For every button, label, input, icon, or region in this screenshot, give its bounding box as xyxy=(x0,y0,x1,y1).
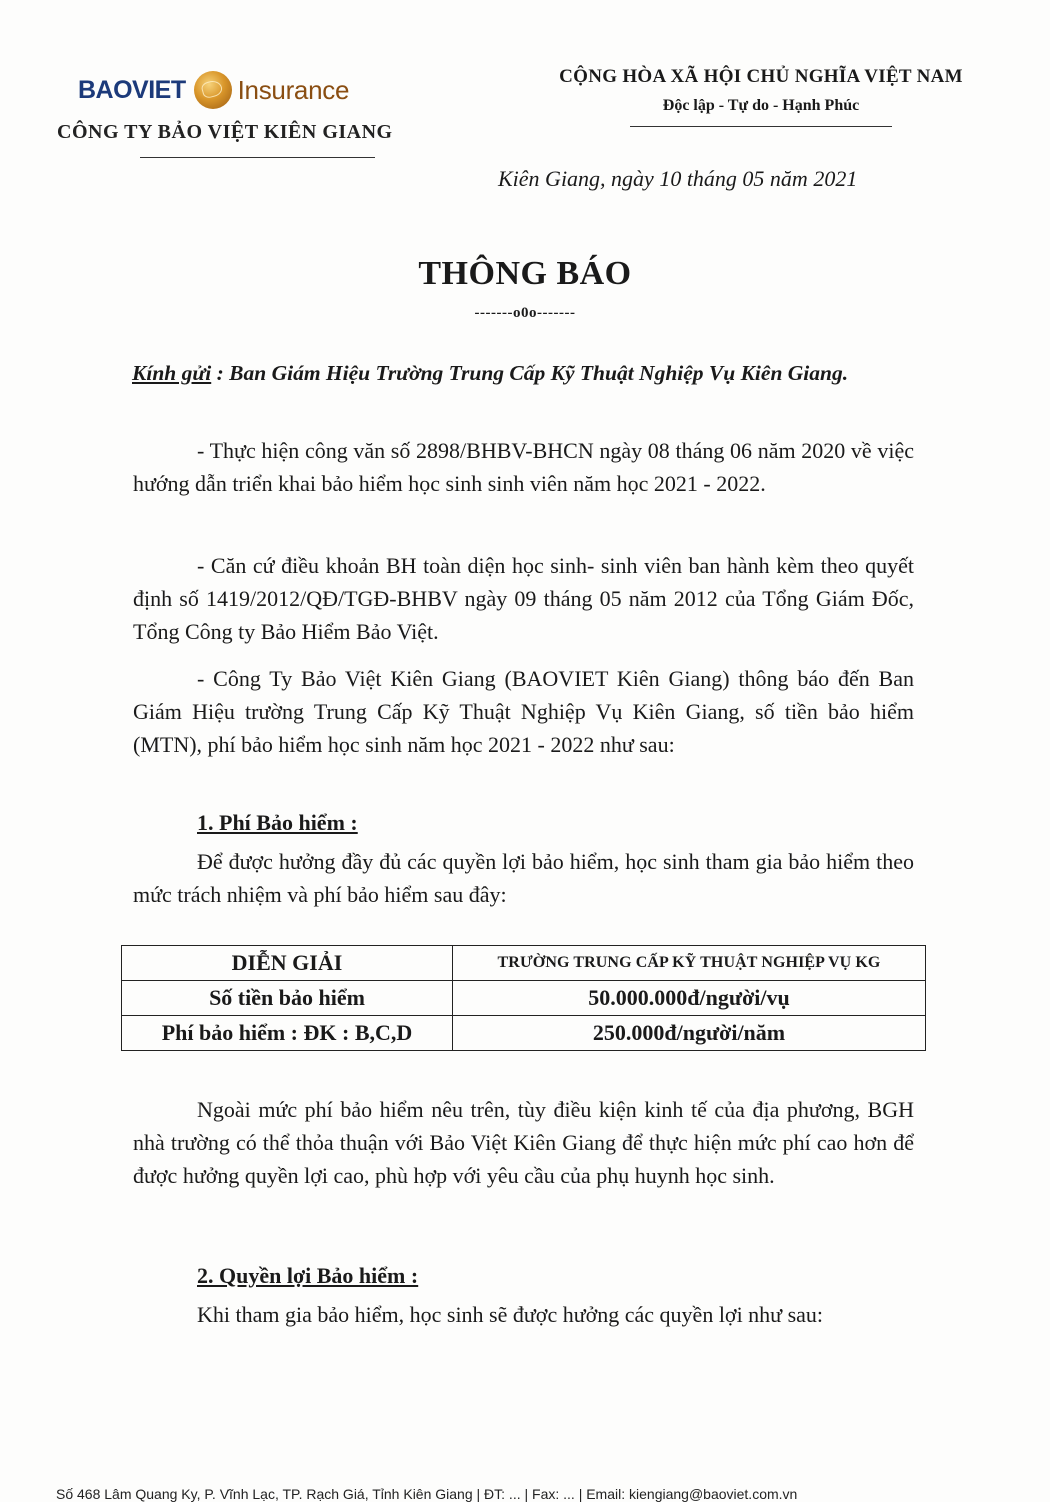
dateline: Kiên Giang, ngày 10 tháng 05 năm 2021 xyxy=(498,166,858,191)
national-motto: Độc lập - Tự do - Hạnh Phúc xyxy=(662,97,860,114)
section-1-intro: Để được hưởng đầy đủ các quyền lợi bảo hiểm, học sinh tham gia bảo hiểm theo mức trách nhiệm và phí bảo hiểm sau đây: xyxy=(133,849,914,907)
section-2-intro: Khi tham gia bảo hiểm, học sinh sẽ được hưởng các quyền lợi như sau: xyxy=(197,1302,824,1327)
company-name: CÔNG TY BẢO VIỆT KIÊN GIANG xyxy=(57,121,393,143)
recipient-line xyxy=(132,361,848,386)
logo-brand: BAOVIET xyxy=(78,75,186,104)
table-header: DIỄN GIẢI xyxy=(122,946,453,981)
paragraph-1: - Thực hiện công văn số 2898/BHBV-BHCN ngày 08 tháng 06 năm 2020 về việc hướng dẫn triển khai bảo hiểm học sinh sinh viên năm học 2021 - 2022. xyxy=(133,438,914,496)
table-header: TRƯỜNG TRUNG CẤP KỸ THUẬT NGHIỆP VỤ KG xyxy=(453,946,926,981)
recipient-text: Ban Giám Hiệu Trường Trung Cấp Kỹ Thuật Nghiệp Vụ Kiên Giang. xyxy=(229,361,849,385)
recipient-label: Kính gửi xyxy=(132,361,212,385)
divider xyxy=(630,126,892,127)
table-cell: 250.000đ/người/năm xyxy=(453,1016,926,1051)
globe-icon xyxy=(194,71,232,109)
table-header-row xyxy=(122,946,926,981)
table-cell: Phí bảo hiểm : ĐK : B,C,D xyxy=(122,1016,453,1051)
title-ornament: -------o0o------- xyxy=(474,305,576,321)
section-1-heading: 1. Phí Bảo hiểm : xyxy=(197,810,358,835)
section-2-heading: 2. Quyền lợi Bảo hiểm : xyxy=(197,1263,419,1288)
divider xyxy=(140,157,375,158)
footer-address: Số 468 Lâm Quang Ky, P. Vĩnh Lạc, TP. Rạch Giá, Tỉnh Kiên Giang | ĐT: ... | Fax: ... | Email: kiengiang@baoviet.com.vn xyxy=(56,1486,798,1502)
section-1-note: Ngoài mức phí bảo hiểm nêu trên, tùy điều kiện kinh tế của địa phương, BGH nhà trường có thể thỏa thuận với Bảo Việt Kiên Giang để thực hiện mức phí cao hơn để được hưởng quyền lợi cao, phù hợp với yêu cầu của phụ huynh học sinh. xyxy=(133,1097,914,1188)
table-row xyxy=(122,1016,926,1051)
paragraph-3: - Công Ty Bảo Việt Kiên Giang (BAOVIET Kiên Giang) thông báo đến Ban Giám Hiệu trường Trung Cấp Kỹ Thuật Nghiệp Vụ Kiên Giang, số tiền bảo hiểm (MTN), phí bảo hiểm học sinh năm học 2021 - 2022 như sau: xyxy=(133,666,914,757)
document-title: THÔNG BÁO xyxy=(418,255,632,292)
table-row xyxy=(122,981,926,1016)
baoviet-logo xyxy=(78,70,349,110)
table-cell: Số tiền bảo hiểm xyxy=(122,981,453,1016)
logo-product: Insurance xyxy=(237,74,350,105)
paragraph-2: - Căn cứ điều khoản BH toàn diện học sinh- sinh viên ban hành kèm theo quyết định số 1419/2012/QĐ/TGĐ-BHBV ngày 09 tháng 05 năm 2012 của Tổng Giám Đốc, Tổng Công ty Bảo Hiểm Bảo Việt. xyxy=(133,553,914,644)
fee-table xyxy=(121,945,926,1051)
national-title: CỘNG HÒA XÃ HỘI CHỦ NGHĨA VIỆT NAM xyxy=(559,66,963,87)
table-cell: 50.000.000đ/người/vụ xyxy=(453,981,926,1016)
recipient-separator: : xyxy=(211,361,230,385)
